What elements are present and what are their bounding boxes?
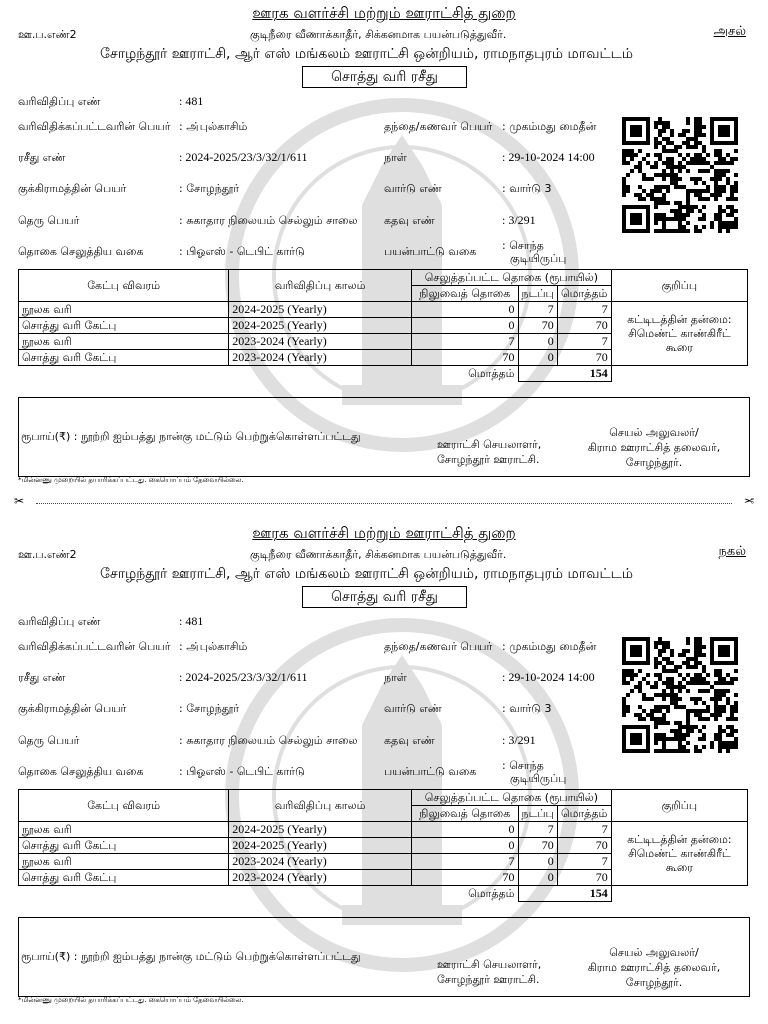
header-total: மொத்தம் (557, 806, 611, 822)
receipt-title: சொத்து வரி ரசீது (302, 586, 467, 608)
village-label: குக்கிராமத்தின் பெயர் (18, 702, 127, 715)
secretary-line1: ஊராட்சி செயலாளர், (437, 438, 542, 451)
street-label: தெரு பெயர் (18, 214, 80, 227)
usage-label: பயன்பாட்டு வகை (384, 765, 477, 778)
date-label: நாள் (384, 151, 407, 164)
assessment-no-label: வரிவிதிப்பு எண் (18, 615, 101, 628)
usage-line1: : சொந்த (502, 239, 544, 252)
qr-code-icon (622, 117, 738, 233)
total-cell: 7 (557, 822, 611, 838)
remarks-line3: கூரை (665, 340, 693, 354)
form-number: ஊ.ப.எண்2 (18, 548, 77, 561)
payment-mode: : பிஓஎஸ் - டெபிட் கார்டு (179, 245, 305, 258)
village: : சோழந்தூர் (179, 702, 240, 715)
footnote: *மின்னணு முறையில் தயாரிக்கப்பட்டது. கையொப்பம் தேவையில்லை. (18, 476, 244, 484)
header-remarks: குறிப்பு (611, 790, 747, 822)
date: : 29-10-2024 14:00 (502, 150, 595, 164)
period-cell: 2023-2024 (Yearly) (229, 854, 412, 870)
usage-line1: : சொந்த (502, 759, 544, 772)
signature-box (18, 917, 750, 997)
arrear-cell: 0 (412, 318, 518, 334)
receipt-original (0, 0, 768, 508)
demand-cell: சொத்து வரி கேட்பு (19, 838, 229, 854)
ward-label: வார்டு எண் (384, 182, 442, 195)
demand-cell: சொத்து வரி கேட்பு (19, 350, 229, 366)
header-period: வரிவிதிப்பு காலம் (229, 790, 412, 822)
demand-cell: நூலக வரி (19, 822, 229, 838)
father-label: தந்தை/கணவர் பெயர் (384, 640, 493, 653)
total-cell: 70 (557, 318, 611, 334)
arrear-cell: 70 (412, 350, 518, 366)
demand-cell: சொத்து வரி கேட்பு (19, 318, 229, 334)
officer-line2: கிராம ஊராட்சித் தலைவர், (587, 441, 721, 454)
period-cell: 2023-2024 (Yearly) (229, 350, 412, 366)
street: : சுகாதார நிலையம் செல்லும் சாலை (179, 734, 358, 747)
total-cell: 70 (557, 870, 611, 886)
fee-table (18, 789, 748, 902)
current-cell: 0 (518, 350, 557, 366)
header-current: நடப்பு (518, 286, 557, 302)
remarks-cell (611, 302, 747, 366)
period-cell: 2023-2024 (Yearly) (229, 870, 412, 886)
header-paid: செலுத்தப்பட்ட தொகை (ரூபாயில்) (412, 790, 612, 806)
total-cell: 70 (557, 838, 611, 854)
secretary-line2: சோழந்தூர் ஊராட்சி. (437, 453, 540, 466)
receipt-no: : 2024-2025/23/3/32/1/611 (179, 670, 308, 684)
current-cell: 70 (518, 838, 557, 854)
period-cell: 2023-2024 (Yearly) (229, 334, 412, 350)
usage-line2: குடியிருப்பு (510, 772, 567, 785)
remarks-line1: கட்டிடத்தின் தன்மை: (627, 832, 732, 846)
remarks-line2: சிமெண்ட் காண்கிரீட் (628, 846, 731, 860)
signature-box (18, 397, 750, 477)
ward: : வார்டு 3 (502, 702, 552, 715)
current-cell: 0 (518, 870, 557, 886)
secretary-line2: சோழந்தூர் ஊராட்சி. (437, 973, 540, 986)
period-cell: 2024-2025 (Yearly) (229, 302, 412, 318)
payment-mode-label: தொகை செலுத்திய வகை (18, 765, 144, 778)
remarks-cell (611, 822, 747, 886)
arrear-cell: 7 (412, 854, 518, 870)
street-label: தெரு பெயர் (18, 734, 80, 747)
street: : சுகாதார நிலையம் செல்லும் சாலை (179, 214, 358, 227)
receipt-no-label: ரசீது எண் (18, 671, 66, 684)
header-demand: கேட்பு விவரம் (19, 790, 229, 822)
demand-cell: நூலக வரி (19, 302, 229, 318)
copy-label: அசல் (713, 24, 746, 39)
payment-mode-label: தொகை செலுத்திய வகை (18, 245, 144, 258)
table-row (19, 302, 748, 318)
officer-line2: கிராம ஊராட்சித் தலைவர், (587, 961, 721, 974)
total-cell: 7 (557, 334, 611, 350)
assessee-label: வரிவிதிக்கப்பட்டவரின் பெயர் (18, 640, 171, 653)
remarks-line3: கூரை (665, 860, 693, 874)
door-label: கதவு எண் (384, 214, 435, 227)
total-cell: 7 (557, 854, 611, 870)
assessee: : அ்புல்காசிம் (179, 640, 248, 653)
slogan: குடிநீரை வீணாக்காதீர், சிக்கனமாக பயன்படுத்துவீர். (250, 28, 507, 41)
period-cell: 2024-2025 (Yearly) (229, 318, 412, 334)
header-arrear: நிலுவைத் தொகை (412, 806, 518, 822)
receipt-title: சொத்து வரி ரசீது (302, 66, 467, 88)
receipt-no-label: ரசீது எண் (18, 151, 66, 164)
panchayat-name: சோழந்தூர் ஊராட்சி, ஆர் எஸ் மங்கலம் ஊராட்சி ஒன்றியம், ராமநாதபுரம் மாவட்டம் (100, 46, 634, 62)
demand-cell: நூலக வரி (19, 854, 229, 870)
footnote: *மின்னணு முறையில் தயாரிக்கப்பட்டது. கையொப்பம் தேவையில்லை. (18, 996, 244, 1004)
village-label: குக்கிராமத்தின் பெயர் (18, 182, 127, 195)
total-cell: 70 (557, 350, 611, 366)
demand-cell: சொத்து வரி கேட்பு (19, 870, 229, 886)
assessee-label: வரிவிதிக்கப்பட்டவரின் பெயர் (18, 120, 171, 133)
assessment-no-label: வரிவிதிப்பு எண் (18, 95, 101, 108)
header-arrear: நிலுவைத் தொகை (412, 286, 518, 302)
header-total: மொத்தம் (557, 286, 611, 302)
current-cell: 7 (518, 822, 557, 838)
current-cell: 70 (518, 318, 557, 334)
grand-total-label: மொத்தம் (19, 366, 519, 382)
usage-line2: குடியிருப்பு (510, 252, 567, 265)
current-cell: 0 (518, 334, 557, 350)
current-cell: 7 (518, 302, 557, 318)
department-title: ஊரக வளர்ச்சி மற்றும் ஊராட்சித் துறை (252, 4, 516, 22)
header-current: நடப்பு (518, 806, 557, 822)
form-number: ஊ.ப.எண்2 (18, 28, 77, 41)
header-remarks: குறிப்பு (611, 270, 747, 302)
officer-line3: சோழந்தூர். (625, 976, 683, 989)
arrear-cell: 0 (412, 838, 518, 854)
officer-line1: செயல் அலுவலர்/ (609, 946, 699, 959)
door-label: கதவு எண் (384, 734, 435, 747)
door: : 3/291 (502, 733, 536, 747)
period-cell: 2024-2025 (Yearly) (229, 822, 412, 838)
assessment-no: : 481 (179, 94, 204, 108)
officer-line1: செயல் அலுவலர்/ (609, 426, 699, 439)
panchayat-name: சோழந்தூர் ஊராட்சி, ஆர் எஸ் மங்கலம் ஊராட்சி ஒன்றியம், ராமநாதபுரம் மாவட்டம் (100, 566, 634, 582)
arrear-cell: 7 (412, 334, 518, 350)
slogan: குடிநீரை வீணாக்காதீர், சிக்கனமாக பயன்படுத்துவீர். (250, 548, 507, 561)
father-label: தந்தை/கணவர் பெயர் (384, 120, 493, 133)
header-paid: செலுத்தப்பட்ட தொகை (ரூபாயில்) (412, 270, 612, 286)
ward: : வார்டு 3 (502, 182, 552, 195)
remarks-line1: கட்டிடத்தின் தன்மை: (627, 312, 732, 326)
officer-line3: சோழந்தூர். (625, 456, 683, 469)
door: : 3/291 (502, 213, 536, 227)
fee-table (18, 269, 748, 382)
payment-mode: : பிஓஎஸ் - டெபிட் கார்டு (179, 765, 305, 778)
receipt-duplicate (0, 520, 768, 1010)
ward-label: வார்டு எண் (384, 702, 442, 715)
current-cell: 0 (518, 854, 557, 870)
usage-label: பயன்பாட்டு வகை (384, 245, 477, 258)
date: : 29-10-2024 14:00 (502, 670, 595, 684)
qr-code-icon (622, 637, 738, 753)
demand-cell: நூலக வரி (19, 334, 229, 350)
amount-in-words: ரூபாய்(₹) : நூற்றி ஐம்பத்து நான்கு மட்டும் பெற்றுக்கொள்ளப்பட்டது (21, 430, 361, 443)
period-cell: 2024-2025 (Yearly) (229, 838, 412, 854)
department-title: ஊரக வளர்ச்சி மற்றும் ஊராட்சித் துறை (252, 524, 516, 542)
assessee: : அ்புல்காசிம் (179, 120, 248, 133)
remarks-line2: சிமெண்ட் காண்கிரீட் (628, 326, 731, 340)
arrear-cell: 0 (412, 822, 518, 838)
table-row (19, 822, 748, 838)
secretary-line1: ஊராட்சி செயலாளர், (437, 958, 542, 971)
arrear-cell: 0 (412, 302, 518, 318)
grand-total-label: மொத்தம் (19, 886, 519, 902)
assessment-no: : 481 (179, 614, 204, 628)
receipt-no: : 2024-2025/23/3/32/1/611 (179, 150, 308, 164)
copy-label: நகல் (718, 544, 746, 559)
cut-line (14, 494, 754, 509)
scissors-icon: ✂ (743, 494, 754, 508)
header-period: வரிவிதிப்பு காலம் (229, 270, 412, 302)
date-label: நாள் (384, 671, 407, 684)
grand-total: 154 (518, 366, 611, 382)
arrear-cell: 70 (412, 870, 518, 886)
amount-in-words: ரூபாய்(₹) : நூற்றி ஐம்பத்து நான்கு மட்டும் பெற்றுக்கொள்ளப்பட்டது (21, 950, 361, 963)
scissors-icon: ✂ (14, 494, 25, 508)
header-demand: கேட்பு விவரம் (19, 270, 229, 302)
father: : முகம்மது மைதீன் (502, 120, 597, 133)
father: : முகம்மது மைதீன் (502, 640, 597, 653)
grand-total: 154 (518, 886, 611, 902)
village: : சோழந்தூர் (179, 182, 240, 195)
total-cell: 7 (557, 302, 611, 318)
